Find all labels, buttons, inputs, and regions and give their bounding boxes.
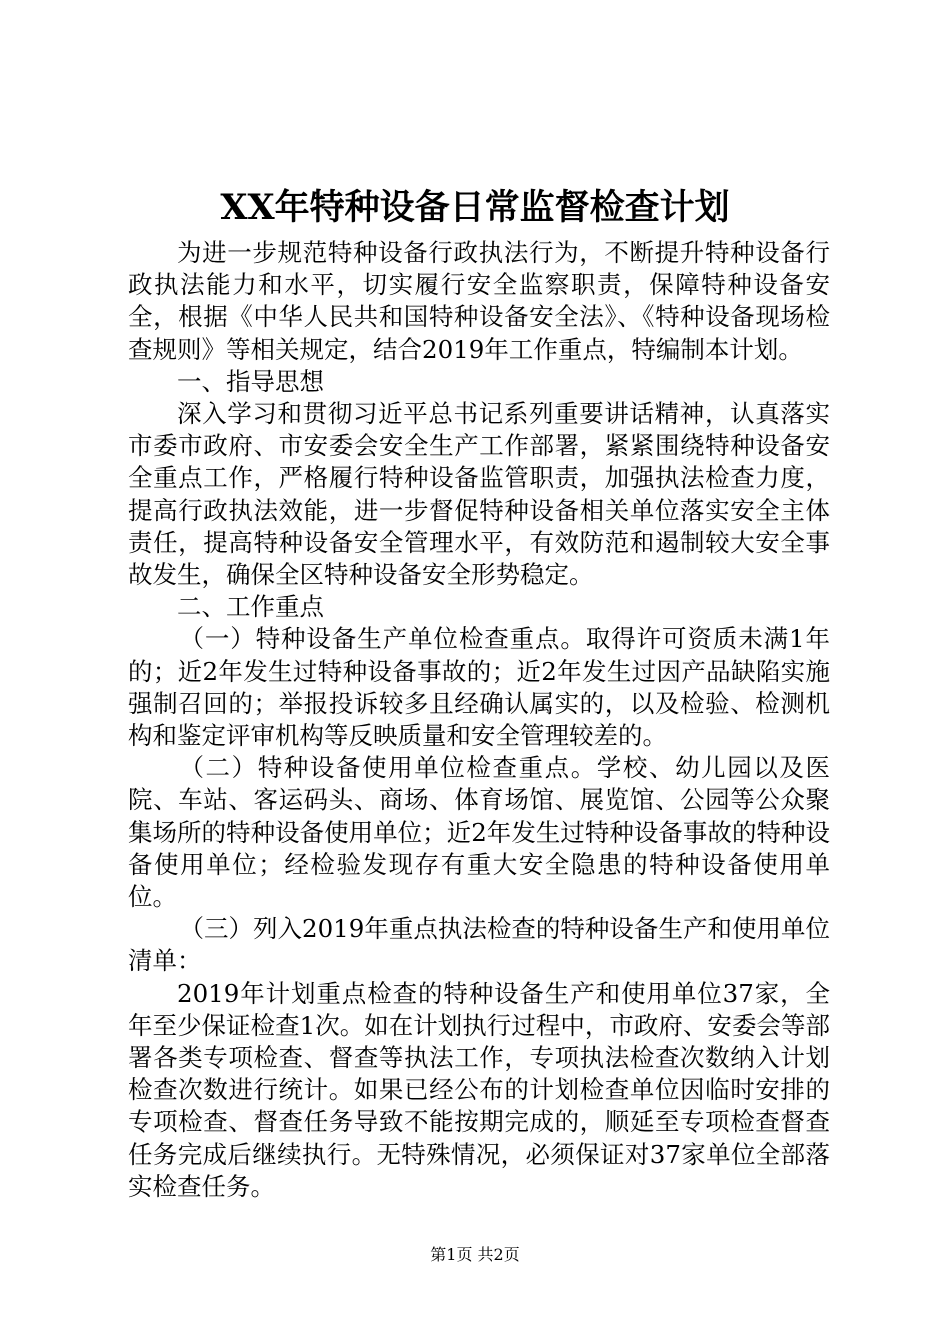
intro-paragraph: 为进一步规范特种设备行政执法行为，不断提升特种设备行政执法能力和水平，切实履行安全监察职责，保障特种设备安全，根据《中华人民共和国特种设备安全法》、《特种设备现场检查规则》等相关规定，结合2019年工作重点，特编制本计划。 <box>128 238 830 364</box>
page-footer: 第1页 共2页 <box>430 1245 520 1264</box>
inspection-plan-paragraph: 2019年计划重点检查的特种设备生产和使用单位37家，全年至少保证检查1次。如在计划执行过程中，市政府、安委会等部署各类专项检查、督查等执法工作，专项执法检查次数纳入计划检查次数进行统计。如果已经公布的计划检查单位因临时安排的专项检查、督查任务导致不能按期完成的，顺延至专项检查督查任务完成后继续执行。无特殊情况，必须保证对37家单位全部落实检查任务。 <box>128 978 830 1201</box>
document-body <box>128 237 830 1203</box>
key-units-list-paragraph: （三）列入2019年重点执法检查的特种设备生产和使用单位清单： <box>128 914 830 976</box>
document-title: XX年特种设备日常监督检查计划 <box>220 187 730 228</box>
section-heading-work-focus: 二、工作重点 <box>177 592 324 622</box>
usage-units-paragraph: （二）特种设备使用单位检查重点。学校、幼儿园以及医院、车站、客运码头、商场、体育场馆、展览馆、公园等公众聚集场所的特种设备使用单位；近2年发生过特种设备事故的特种设备使用单位；经检验发现存有重大安全隐患的特种设备使用单位。 <box>128 753 830 912</box>
production-units-paragraph: （一）特种设备生产单位检查重点。取得许可资质未满1年的；近2年发生过特种设备事故的；近2年发生过因产品缺陷实施强制召回的；举报投诉较多且经确认属实的，以及检验、检测机构和鉴定评审机构等反映质量和安全管理较差的。 <box>128 624 830 751</box>
guiding-ideology-paragraph: 深入学习和贯彻习近平总书记系列重要讲话精神，认真落实市委市政府、市安委会安全生产工作部署，紧紧围绕特种设备安全重点工作，严格履行特种设备监管职责，加强执法检查力度，提高行政执法效能，进一步督促特种设备相关单位落实安全主体责任，提高特种设备安全管理水平，有效防范和遏制较大安全事故发生，确保全区特种设备安全形势稳定。 <box>128 399 830 590</box>
section-heading-guiding-ideology: 一、指导思想 <box>177 366 324 396</box>
